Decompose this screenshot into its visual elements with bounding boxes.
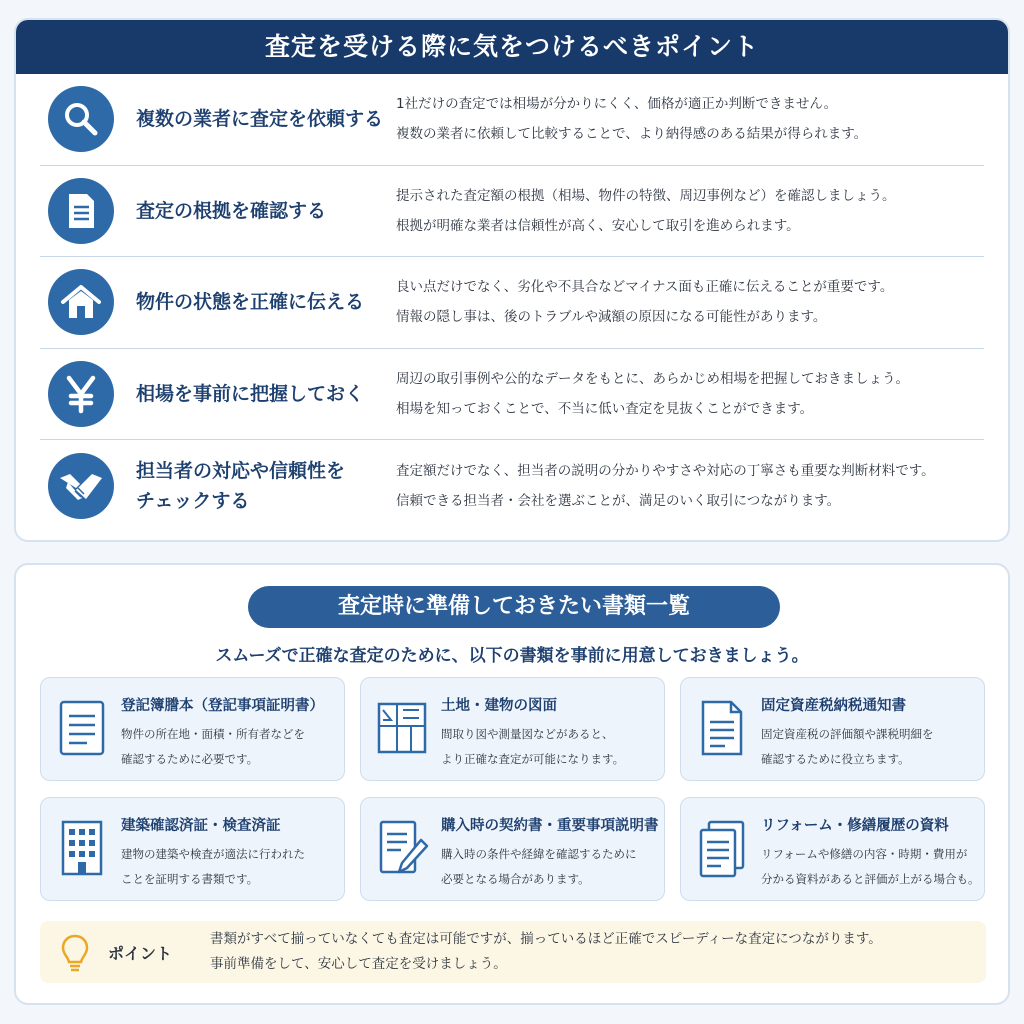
contract-pen-icon — [375, 818, 429, 878]
point-label: ポイント — [108, 944, 173, 963]
checkpoint-description: 提示された査定額の根拠（相場、物件の特徴、周辺事例など）を確認しましょう。 根拠が明確な業者は信頼性が高く、安心して取引を進められます。 — [396, 187, 896, 234]
search-icon — [48, 86, 114, 152]
document-card — [40, 677, 345, 781]
document-card-title: 建築確認済証・検査済証 — [121, 818, 281, 834]
checkpoint-row — [40, 440, 984, 532]
document-card-title: 登記簿謄本（登記事項証明書） — [121, 698, 324, 714]
document-card — [360, 797, 665, 901]
checkpoints-header: 査定を受ける際に気をつけるべきポイント — [16, 20, 1008, 74]
checkpoint-title: 物件の状態を正確に伝える — [136, 291, 365, 314]
document-card — [680, 797, 985, 901]
checkpoint-title: 相場を事前に把握しておく — [136, 382, 365, 405]
checkpoint-description: 査定額だけでなく、担当者の説明の分かりやすさや対応の丁寧さも重要な判断材料です。 信頼できる担当者・会社を選ぶことが、満足のいく取引につながります。 — [396, 462, 935, 509]
point-text: 書類がすべて揃っていなくても査定は可能ですが、揃っているほど正確でスピーディーな査定につながります。 事前準備をして、安心して査定を受けましょう。 — [210, 931, 882, 972]
tax-notice-icon — [695, 698, 749, 758]
checkpoint-title: 査定の根拠を確認する — [136, 199, 327, 222]
document-card — [360, 677, 665, 781]
document-card-description: 物件の所在地・面積・所有者などを 確認するために必要です。 — [121, 727, 305, 766]
document-card-description: リフォームや修繕の内容・時期・費用が 分かる資料があると評価が上がる場合も。 — [761, 847, 980, 886]
document-card-title: 購入時の契約書・重要事項説明書 — [441, 818, 659, 834]
document-card-title: 固定資産税納税通知書 — [761, 698, 906, 714]
checkpoint-description: 1社だけの査定では相場が分かりにくく、価格が適正か判断できません。 複数の業者に依頼して比較することで、より納得感のある結果が得られます。 — [396, 96, 868, 143]
document-card — [40, 797, 345, 901]
house-icon — [48, 269, 114, 335]
yen-icon — [48, 361, 114, 427]
point-note — [40, 921, 986, 983]
checkpoint-title: 複数の業者に査定を依頼する — [136, 108, 384, 131]
documents-panel — [14, 563, 1010, 1005]
checkpoint-row — [40, 166, 984, 258]
checkpoint-row — [40, 74, 984, 166]
document-card-title: 土地・建物の図面 — [441, 698, 557, 714]
document-card-description: 建物の建築や検査が適法に行われた ことを証明する書類です。 — [121, 847, 305, 886]
documents-stack-icon — [695, 818, 749, 878]
document-card — [680, 677, 985, 781]
registry-document-icon — [55, 698, 109, 758]
document-card-description: 間取り図や測量図などがあると、 より正確な査定が可能になります。 — [441, 727, 625, 766]
checkpoint-description: 良い点だけでなく、劣化や不具合などマイナス面も正確に伝えることが重要です。 情報の隠し事は、後のトラブルや減額の原因になる可能性があります。 — [396, 279, 894, 326]
checkpoint-row — [40, 349, 984, 441]
documents-header: 査定時に準備しておきたい書類一覧 — [248, 586, 780, 628]
checkpoints-panel — [14, 18, 1010, 542]
document-card-description: 固定資産税の評価額や課税明細を 確認するために役立ちます。 — [761, 727, 934, 766]
lightbulb-icon — [60, 933, 90, 973]
floor-plan-icon — [375, 698, 429, 758]
document-card-title: リフォーム・修繕履歴の資料 — [761, 818, 949, 834]
handshake-icon — [48, 453, 114, 519]
checkpoint-row — [40, 257, 984, 349]
checkpoint-description: 周辺の取引事例や公的なデータをもとに、あらかじめ相場を把握しておきましょう。 相場を知っておくことで、不当に低い査定を見抜くことができます。 — [396, 370, 909, 417]
document-card-description: 購入時の条件や経緯を確認するために 必要となる場合があります。 — [441, 847, 637, 886]
building-icon — [55, 818, 109, 878]
checkpoint-title: 担当者の対応や信頼性を チェックする — [136, 459, 346, 512]
document-icon — [48, 178, 114, 244]
documents-subtitle: スムーズで正確な査定のために、以下の書類を事前に用意しておきましょう。 — [215, 646, 809, 666]
checkpoints-list — [16, 74, 1008, 532]
